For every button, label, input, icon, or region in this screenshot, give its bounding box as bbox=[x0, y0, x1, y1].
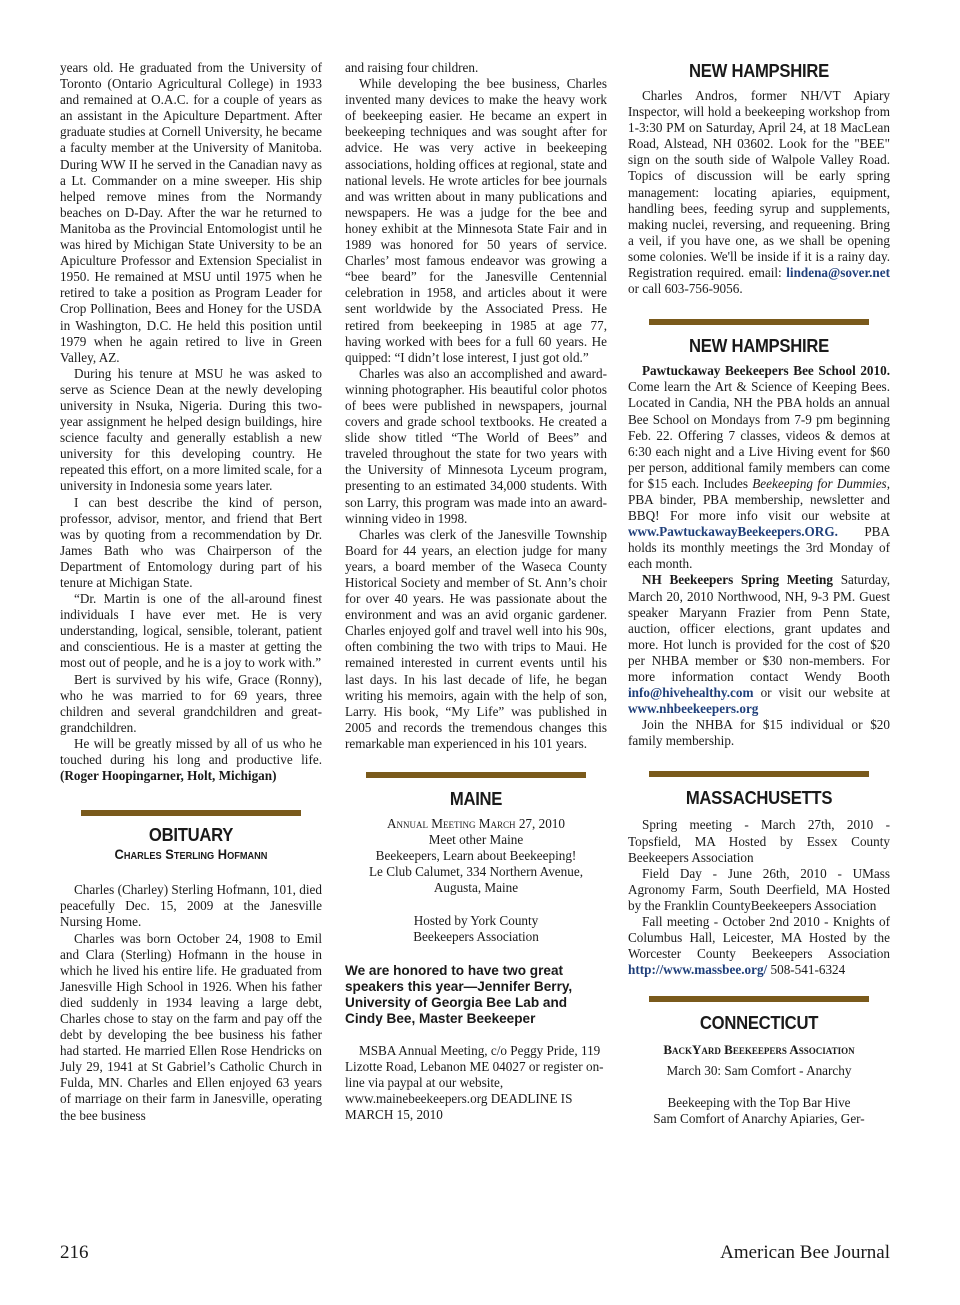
maine-venue: Le Club Calumet, 334 Northern Avenue, bbox=[368, 864, 583, 880]
website-link[interactable]: www.nhbeekeepers.org bbox=[628, 701, 759, 717]
maine-speakers: We are honored to have two great speakers this year—Jennifer Berry, University of Georgia Bee Lab and Cindy Bee, Master Beekeeper bbox=[345, 962, 573, 1026]
connecticut-heading: CONNECTICUT bbox=[699, 1012, 819, 1034]
website-link[interactable]: http://www.massbee.org/ bbox=[628, 962, 768, 978]
paragraph: Join the NHBA for $15 individual or $20 family membership. bbox=[628, 717, 890, 749]
page-number: 216 bbox=[60, 1242, 89, 1263]
event-line: March 30: Sam Comfort - Anarchy bbox=[666, 1062, 852, 1078]
event-line: Sam Comfort of Anarchy Apiaries, Ger- bbox=[653, 1110, 865, 1126]
event-line: Beekeeping with the Top Bar Hive bbox=[667, 1094, 851, 1110]
event-item: Field Day - June 26th, 2010 - UMass Agronomy Farm, South Deerfield, MA Hosted by the Franklin CountyBeekeepers Association bbox=[628, 865, 890, 913]
paragraph-text: He will be greatly missed by all of us who he touched during his long and productive life. bbox=[60, 735, 322, 768]
paragraph bbox=[628, 363, 890, 572]
event-item bbox=[628, 914, 890, 978]
maine-line: Beekeepers, Learn about Beekeeping! bbox=[375, 848, 577, 864]
maine-meeting-date: Annual Meeting March 27, 2010 bbox=[386, 816, 565, 832]
maine-city: Augusta, Maine bbox=[433, 880, 519, 896]
event-title: Pawtuckaway Beekeepers Bee School 2010. bbox=[642, 363, 890, 379]
new-hampshire-heading: NEW HAMPSHIRE bbox=[689, 335, 829, 357]
obituary-name: Charles Sterling Hofmann bbox=[114, 846, 268, 863]
new-hampshire-heading: NEW HAMPSHIRE bbox=[689, 60, 829, 81]
column-left bbox=[60, 60, 322, 1124]
email-link[interactable]: info@hivehealthy.com bbox=[628, 685, 754, 701]
event-title: NH Beekeepers Spring Meeting bbox=[642, 572, 833, 588]
column-middle bbox=[345, 60, 607, 1123]
phone-number: 508-541-6324 bbox=[770, 962, 846, 978]
paragraph-text: Charles Andros, former NH/VT Apiary Inspector, will hold a beekeeping workshop from 1-3:30 PM on Saturday, April 24, at 18 MacLean Road, Alstead, NH 03602. Look for the "BEE" sign on the south side of Walpole Valley Road. Topics of discussion will be early spring management: locating apiaries, equipment, handling bees, feeding syrup and supplements, making nuclei, reversing, and requeening. Bring a veil, if you have one, as we shall be opening some colonies. We'll be inside if it is a rainy day. Registration required. email: bbox=[628, 88, 890, 281]
paragraph-text: or call 603-756-9056. bbox=[628, 281, 743, 297]
paragraph: Charles was also an accomplished and award-winning photographer. His beautiful color photos of bees were published in newspapers, journal covers and grade school textbooks. He created a slide show titled “The World of Bees” and traveled throughout the state for two years with the University of Minnesota Lyceum program, presenting to an estimated 34,000 students. With son Larry, this program was made into an award-winning video in 1998. bbox=[345, 365, 607, 526]
paragraph: During his tenure at MSU he was asked to serve as Science Dean at the newly developing university in Nsuka, Nigeria. During this two-year assignment he helped design buildings, hire science faculty and generally establish a new university for this developing country. He repeated this effort, on a more limited scale, for a university in Indonesia some years later. bbox=[60, 365, 322, 494]
paragraph: While developing the bee business, Charles invented many devices to make the heavy work of beekeeping easier. He became an expert in beekeeping techniques and was sought after for advice. He was very active in beekeeping associations, holding offices at regional, state and national levels. He wrote articles for bee journals and was written about in many publications and newspapers. He was a judge for the bee and honey exhibit at the Minnesota State Fair and in 1989 was honored for 50 years of service. Charles’ most famous endeavor was growing a “bee beard” for the Janesville Centennial celebration in 1958, and articles about it were sent worldwide by the Associated Press. He retired from beekeeping in 1985 at age 77, having worked with bees for a full 60 years. He quipped: “I didn’t lose interest, I just got old.” bbox=[345, 76, 607, 365]
paragraph: Charles was clerk of the Janesville Township Board for 44 years, an election judge for many years, a board member of the Waseca County Historical Society and member of St. Ann’s choir for over 40 years. He was passionate about the environment and was an avid organic gardener. Charles enjoyed golf and travel well into his 90s, often combining the two with trips to Maui. He remained interested in current events until his last days. In his last decade of life, he began writing his memoirs, again with the help of son, Larry. His book, “My Life” was published in 2005 and records the tremendous changes this remarkable man experienced in his 101 years. bbox=[345, 526, 607, 751]
email-link[interactable]: lindena@sover.net bbox=[786, 265, 890, 281]
maine-host: Hosted by York County bbox=[413, 912, 539, 928]
paragraph-text: Come learn the Art & Science of Keeping Bees. Located in Candia, NH the PBA holds an annual Bee School on Mondays from 7-9 pm beginning Feb. 22. Offering 7 classes, videos & demos at 6:30 each night and a Live Hiving event for $60 per person, additional family members can come for $15 each. Includes bbox=[628, 379, 890, 491]
maine-line: Meet other Maine bbox=[428, 832, 524, 848]
quote-paragraph: “Dr. Martin is one of the all-around finest individuals I have ever met. He is very understanding, logical, sensible, tolerant, patient and conscientious. He is a master at getting the most out of people, and he is a joy to work with.” bbox=[60, 591, 322, 671]
paragraph-text: Saturday, March 20, 2010 Northwood, NH, 9-3 PM. Guest speaker Maryann Frazier from Penn State, auction, officer elections, grant updates and more. Hot lunch is provided for the cost of $20 per NHBA member or $30 non-members. For more information contact Wendy Booth bbox=[628, 572, 891, 684]
paragraph: I can best describe the kind of person, professor, advisor, mentor, and friend that Bert was by quoting from a recommendation by Dr. James Bath who was Chairperson of the Department of Entomology during part of his tenure at Michigan State. bbox=[60, 494, 322, 590]
paragraph: and raising four children. bbox=[345, 60, 479, 75]
paragraph bbox=[628, 88, 890, 297]
paragraph-text: , PBA binder, PBA membership, newsletter and BBQ! For more info visit our website at bbox=[628, 475, 890, 524]
paragraph: Bert is survived by his wife, Grace (Ronny), who he was married to for 69 years, three children and several grandchildren and great-grandchildren. bbox=[60, 671, 322, 735]
maine-heading: MAINE bbox=[449, 788, 503, 810]
association-name: BackYard Beekeepers Association bbox=[663, 1042, 855, 1058]
paragraph-text: or visit our website at bbox=[760, 685, 890, 701]
paragraph-text: PBA holds its monthly meetings the 3rd Monday of each month. bbox=[628, 524, 890, 572]
obituary-heading: OBITUARY bbox=[148, 824, 234, 846]
journal-name: American Bee Journal bbox=[720, 1242, 890, 1263]
paragraph: Charles was born October 24, 1908 to Emil and Clara (Sterling) Hofmann in the house in which he lived his entire life. He graduated from Janesville High School in 1926. When his father died suddenly in 1934 leaving a large debt, Charles chose to stay on the farm and pay off the debt by developing the bee business his father had started. He married Ellen Rose Hendricks on July 29, 1941 at St Gabriel’s Catholic Church in Fulda, MN. Charles and Ellen enjoyed 63 years of marriage on their farm in Janesville, operating the bee business bbox=[60, 930, 322, 1123]
paragraph: years old. He graduated from the University of Toronto (Ontario Agricultural College) in 1933 and remained at O.A.C. for a couple of years as an assistant in the Apiculture Department. After graduate studies at Cornell University, he became a faculty member at the University of Manitoba. During WW II he served in the Canadian navy as a Lt. Commander on a mine sweeper. His ship helped remove mines from the Normandy beaches on D-Day. After the war he returned to Manitoba as the Provincial Entomologist until he was hired by Michigan State University to be an Apiculture Professor and Extension Specialist in 1950. He remained at MSU until 1975 when he retired to take a position as Program Leader for Crop Pollination, Bees and Honey for the USDA in Washington, D.C. He held this position until 1979 when he again retired to live in Green Valley, AZ. bbox=[60, 60, 322, 365]
maine-registration: MSBA Annual Meeting, c/o Peggy Pride, 119 Lizotte Road, Lebanon ME 04027 or register on-line via paypal at our website, www.mainebeekeepers.org DEADLINE IS MARCH 15, 2010 bbox=[345, 1042, 604, 1123]
paragraph-text: Fall meeting - October 2nd 2010 - Knights of Columbus Hall, Leicester, MA Hosted by the Worcester County Beekeepers Association bbox=[628, 914, 890, 962]
author-signature: (Roger Hoopingarner, Holt, Michigan) bbox=[60, 768, 277, 784]
book-title: Beekeeping for Dummies bbox=[752, 475, 887, 491]
website-link[interactable]: www.PawtuckawayBeekeepers.ORG. bbox=[628, 524, 838, 540]
paragraph bbox=[60, 736, 322, 784]
event-item: Spring meeting - March 27th, 2010 - Topsfield, MA Hosted by Essex County Beekeepers Association bbox=[628, 817, 890, 865]
paragraph: Charles (Charley) Sterling Hofmann, 101, died peacefully Dec. 15, 2009 at the Janesville Nursing Home. bbox=[60, 882, 322, 930]
massachusetts-heading: MASSACHUSETTS bbox=[685, 787, 833, 809]
maine-host: Beekeepers Association bbox=[413, 928, 539, 944]
column-right bbox=[628, 60, 890, 1127]
paragraph bbox=[628, 572, 890, 717]
